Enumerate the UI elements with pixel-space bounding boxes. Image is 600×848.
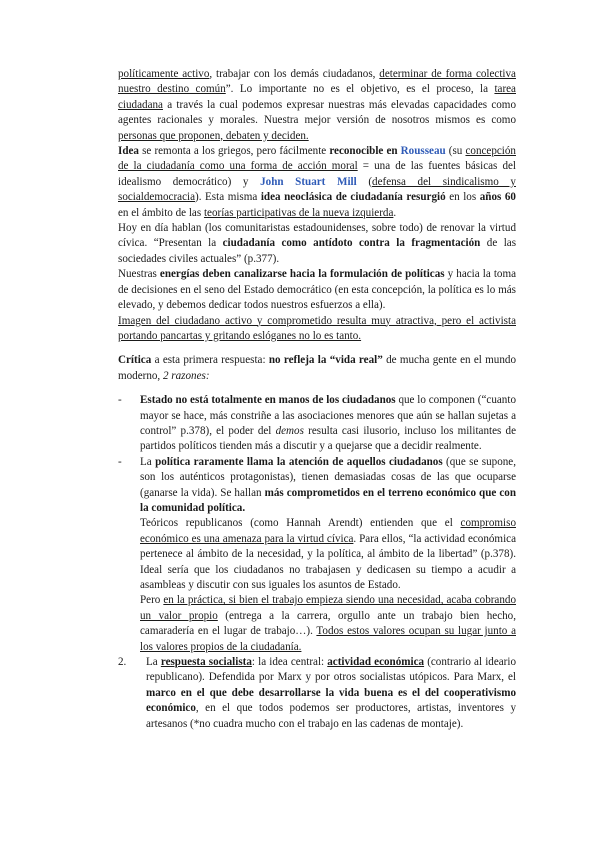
- paragraph-critique: [118, 353, 516, 384]
- text-span: Pero: [140, 594, 164, 607]
- text-span: a través la cual podemos expresar nuestras más elevadas capacidades como agentes racionales y morales. Nuestra mejor versión de nosotros mismos es como: [118, 98, 516, 127]
- text-underlined: teorías participativas de la nueva izquierda: [203, 206, 394, 219]
- text-bold-underlined: respuesta socialista: [160, 656, 252, 669]
- text-underlined: personas que proponen, debaten y deciden.: [118, 129, 309, 142]
- text-span: , en el que todos podemos ser productores, artistas, inventores y artesanos (*no cuadra mucho con el trabajo en las cadenas de montaje).: [146, 702, 516, 730]
- text-bold: ciudadanía como antídoto contra la fragmentación: [222, 237, 481, 250]
- text-span: ). Esta misma: [195, 191, 261, 204]
- text-italic: 2 razones:: [162, 369, 210, 382]
- text-bold-underlined: actividad económica: [327, 656, 425, 669]
- spacer: [118, 344, 516, 353]
- text-span: Teóricos republicanos (como Hannah Arendt) entienden que el: [140, 517, 461, 530]
- text-span: (contrario al ideario republicano). Defendida por Marx y por otros socialistas utópicos. Para Marx, el: [146, 656, 516, 684]
- text-span: ”. Lo importante no es el objetivo, es el proceso, la: [225, 83, 495, 96]
- text-underlined: en la práctica, si bien el trabajo empieza siendo una necesidad, acaba cobrando un valor propio: [140, 594, 517, 622]
- text-span: , trabajar con los demás ciudadanos,: [209, 68, 380, 80]
- author-rousseau: Rousseau: [400, 145, 446, 158]
- text-span: La: [140, 455, 156, 468]
- text-span: en el ámbito de las: [118, 206, 204, 219]
- text-underlined: determinar de forma colectiva nuestro destino común: [118, 68, 516, 96]
- author-mill: John Stuart Mill: [260, 175, 357, 188]
- text-span: en los: [445, 191, 480, 204]
- text-italic: demos: [275, 424, 304, 437]
- text-bold: más comprometidos en el terreno económico que con la comunidad política.: [140, 486, 516, 514]
- text-span: (que se supone, son los auténticos protagonistas), tienen demasiadas cosas de las que ocuparse (ganarse la vida). Se hallan: [140, 455, 516, 499]
- list-item-reason-1: [118, 393, 516, 455]
- text-underlined: compromiso económico es una amenaza para la virtud cívica: [140, 517, 516, 545]
- text-span: = una de las fuentes básicas del idealismo democrático) y: [118, 160, 516, 188]
- text-bold: reconocible en: [329, 145, 401, 158]
- text-bold: años 60: [479, 191, 516, 204]
- text-underlined: tarea ciudadana: [118, 83, 516, 111]
- text-span: y hacia la toma de decisiones en el seno del Estado democrático (en esta concepción, la política es lo más elevado, y debemos dedicar todos nuestros esfuerzos a ella).: [118, 268, 517, 312]
- text-span: . Para ellos, “la actividad económica pertenece al ámbito de la necesidad, y la política, al ámbito de la libertad” (p.378). Ideal sería que los ciudadanos no trabajasen y dedicasen su tiempo a acudir a asambleas y discutir con sus iguales los asuntos de Estado.: [140, 532, 516, 591]
- text-span: a esta primera respuesta:: [151, 354, 269, 367]
- document-body: [118, 67, 516, 732]
- text-underlined: Todos estos valores ocupan su lugar junto a los valores propios de la ciudadanía.: [140, 625, 516, 653]
- paragraph-activist-image: Imagen del ciudadano activo y comprometido resulta muy atractiva, pero el activista portando pancartas y gritando eslóganes no lo es tanto.: [118, 314, 516, 342]
- text-bold: Estado no está totalmente en manos de los ciudadanos: [140, 394, 396, 407]
- text-span: se remonta a los griegos, pero fácilmente: [138, 145, 330, 158]
- text-span: (: [356, 175, 373, 188]
- paragraph-energies: [118, 267, 516, 313]
- text-bold: política raramente llama la atención de aquellos ciudadanos: [155, 455, 443, 468]
- text-span: (entrega a la carrera, orgullo ante un trabajo bien hecho, camaradería en el lugar de trabajo…).: [140, 609, 516, 638]
- text-bold: Idea: [118, 145, 139, 158]
- spacer: [118, 384, 516, 393]
- paragraph-active-citizen: [118, 67, 516, 144]
- text-span: de mucha gente en el mundo moderno,: [118, 354, 516, 382]
- number-marker: 2.: [118, 656, 127, 669]
- text-bold: energías deben canalizarse hacia la formulación de políticas: [159, 268, 445, 281]
- text-underlined: defensa del sindicalismo y socialdemocracia: [118, 175, 516, 204]
- text-underlined: políticamente activo: [118, 68, 210, 80]
- text-bold: marco en el que debe desarrollarse la vida buena es el del cooperativismo económico: [146, 686, 516, 715]
- text-span: La: [146, 656, 161, 669]
- dash-marker: -: [118, 455, 122, 468]
- text-span: Nuestras: [118, 268, 160, 281]
- text-bold: no refleja la “vida real”: [268, 354, 383, 367]
- dash-marker: -: [118, 394, 122, 407]
- paragraph-practice: [118, 593, 516, 655]
- text-span: : la idea central:: [251, 656, 328, 669]
- reasons-list: [118, 393, 516, 516]
- list-item-reason-2: [118, 455, 516, 517]
- text-span: que lo componen (“cuanto mayor se hace, más constriñe a las asociaciones menores que aún se hallan sujetas a control” p.378), el poder del: [140, 394, 516, 437]
- list-item-socialist-response: [118, 655, 516, 732]
- text-underlined: concepción de la ciudadanía como una forma de acción moral: [118, 145, 516, 173]
- paragraph-idea-origins: [118, 144, 516, 221]
- text-bold: Crítica: [118, 354, 152, 367]
- text-span: resulta casi ilusorio, incluso los militantes de partidos políticos tienden más a discutir y a quejarse que a decidir realmente.: [140, 424, 517, 453]
- text-span: (su: [445, 145, 466, 158]
- paragraph-republicans: [118, 516, 516, 593]
- text-span: de las sociedades civiles actuales” (p.377).: [118, 237, 517, 265]
- paragraph-communitarians: [118, 221, 516, 267]
- text-bold: idea neoclásica de ciudadanía resurgió: [260, 191, 446, 204]
- text-span: Hoy en día hablan (los comunitaristas estadounidenses, sobre todo) de renovar la virtud cívica. “Presentan la: [118, 222, 516, 250]
- text-span: .: [393, 206, 397, 219]
